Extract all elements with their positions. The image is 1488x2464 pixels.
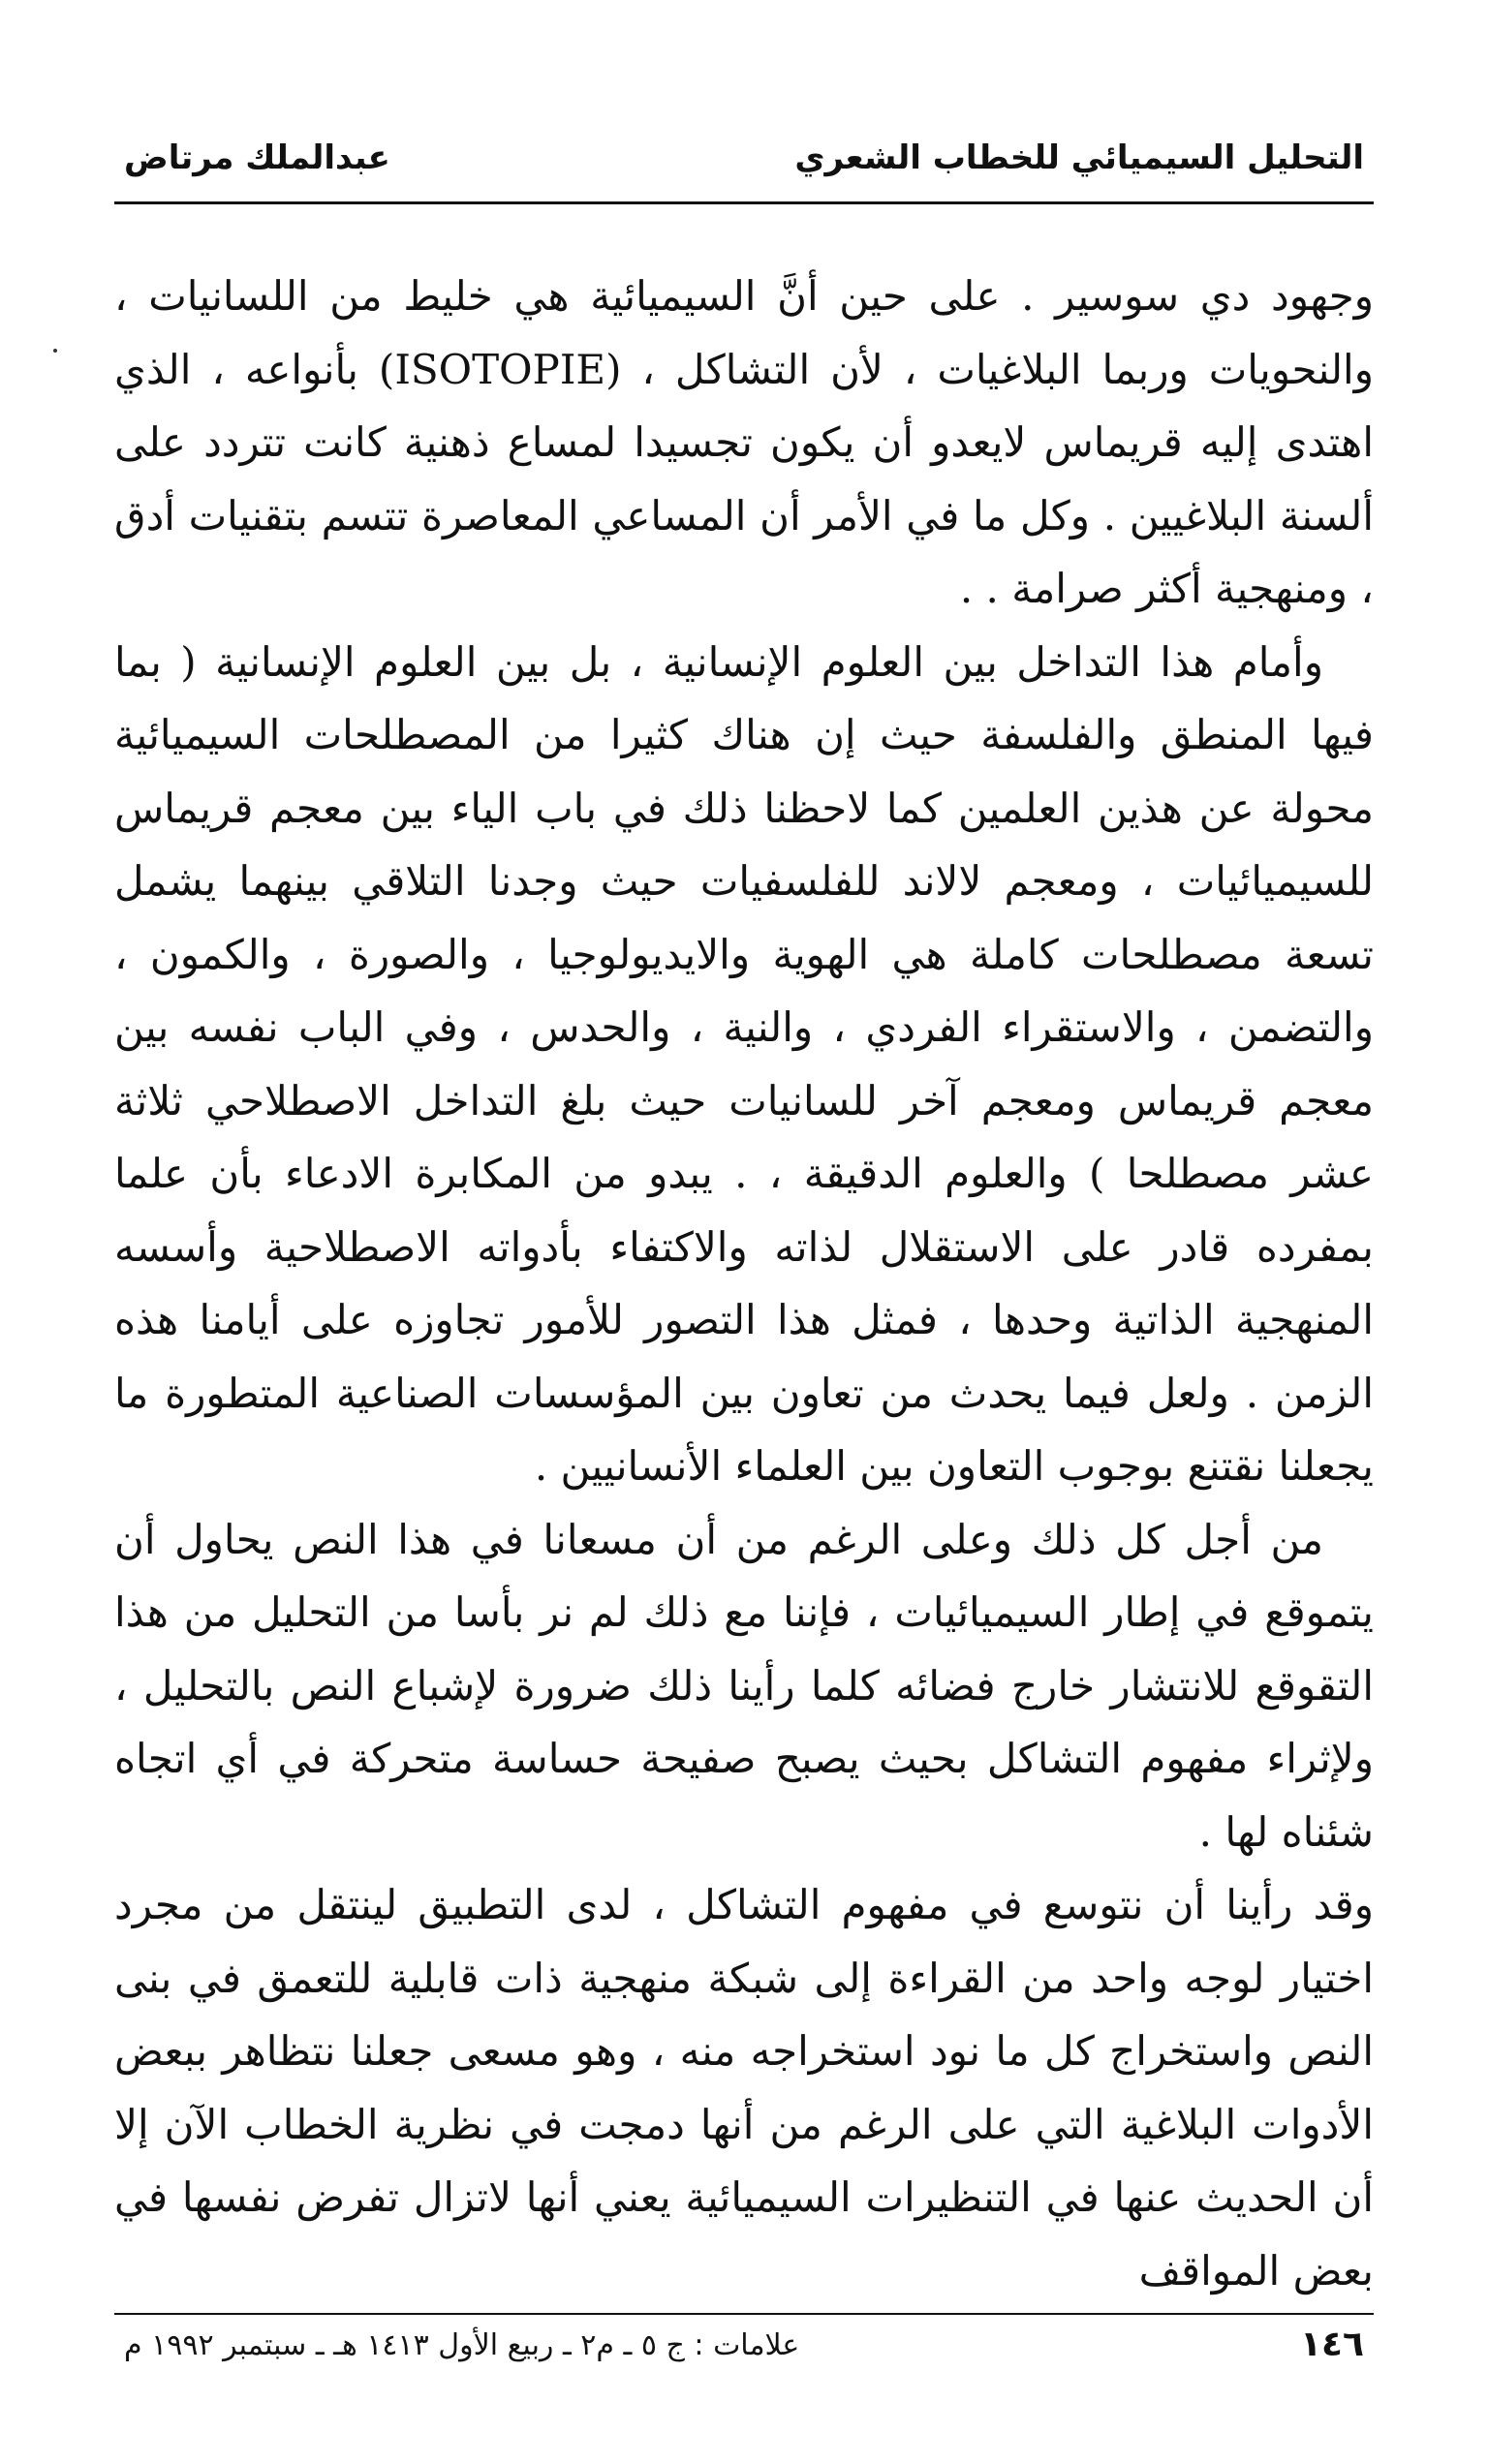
author-name: عبدالملك مرتاض <box>124 139 390 177</box>
book-title: التحليل السيميائي للخطاب الشعري <box>794 139 1364 177</box>
running-header <box>124 131 1364 199</box>
paragraph: وجهود دي سوسير . على حين أنَّ السيميائية هي خليط من اللسانيات ، والنحويات وربما البلاغيات ، لأن التشاكل ، (ISOTOPIE) بأنواعه ، الذي اهتدى إليه قريماس لايعدو أن يكون تجسيدا لمساع ذهنية كانت تتردد على ألسنة البلاغيين . وكل ما في الأمر أن المساعي المعاصرة تتسم بتقنيات أدق ، ومنهجية أكثر صرامة . . <box>114 272 1375 612</box>
paragraph: من أجل كل ذلك وعلى الرغم من أن مسعانا في هذا النص يحاول أن يتموقع في إطار السيميائيات ، فإننا مع ذلك لم نر بأسا من التحليل من هذا التقوقع للانتشار خارج فضائه كلما رأينا ذلك ضرورة لإشباع النص بالتحليل ، ولإثراء مفهوم التشاكل بحيث يصبح صفيحة حساسة متحركة في أي اتجاه شئناه لها . <box>114 1515 1374 1856</box>
body-text <box>114 260 1374 2307</box>
paragraph: وأمام هذا التداخل بين العلوم الإنسانية ، بل بين العلوم الإنسانية ( بما فيها المنطق والفلسفة حيث إن هناك كثيرا من المصطلحات السيميائية محولة عن هذين العلمين كما لاحظنا ذلك في باب الياء بين معجم قريماس للسيميائيات ، ومعجم لالاند للفلسفيات حيث وجدنا التلاقي بينهما يشمل تسعة مصطلحات كاملة هي الهوية والايديولوجيا ، والصورة ، والكمون ، والتضمن ، والاستقراء الفردي ، والنية ، والحدس ، وفي الباب نفسه بين معجم قريماس ومعجم آخر للسانيات حيث بلغ التداخل الاصطلاحي ثلاثة عشر مصطلحا ) والعلوم الدقيقة ، . يبدو من المكابرة الادعاء بأن علما بمفرده قادر على الاستقلال لذاته والاكتفاء بأدواته الاصطلاحية وأسسه المنهجية الذاتية وحدها ، فمثل هذا التصور للأمور تجاوزه على أيامنا هذه الزمن . ولعل فيما يحدث من تعاون بين المؤسسات الصناعية المتطورة ما يجعلنا نقتنع بوجوب التعاون بين العلماء الأنسانيين . <box>114 637 1374 1490</box>
page-number: ١٤٦ <box>1300 2325 1364 2364</box>
page-footer <box>124 2325 1364 2383</box>
paragraph: وقد رأينا أن نتوسع في مفهوم التشاكل ، لدى التطبيق لينتقل من مجرد اختيار لوجه واحد من القراءة إلى شبكة منهجية ذات قابلية للتعمق في بنى النص واستخراج كل ما نود استخراجه منه ، وهو مسعى جعلنا نتظاهر ببعض الأدوات البلاغية التي على الرغم من أنها دمجت في نظرية الخطاب الآن إلا أن الحديث عنها في التنظيرات السيميائية يعني أنها لاتزال تفرض نفسها في بعض المواقف <box>114 1881 1374 2295</box>
journal-citation: علامات : ج ٥ ـ م٢ ـ ربيع الأول ١٤١٣ هـ ـ سبتمبر ١٩٩٢ م <box>124 2328 800 2362</box>
footer-divider <box>114 2313 1374 2315</box>
header-divider <box>114 201 1374 204</box>
margin-dot <box>53 349 57 353</box>
